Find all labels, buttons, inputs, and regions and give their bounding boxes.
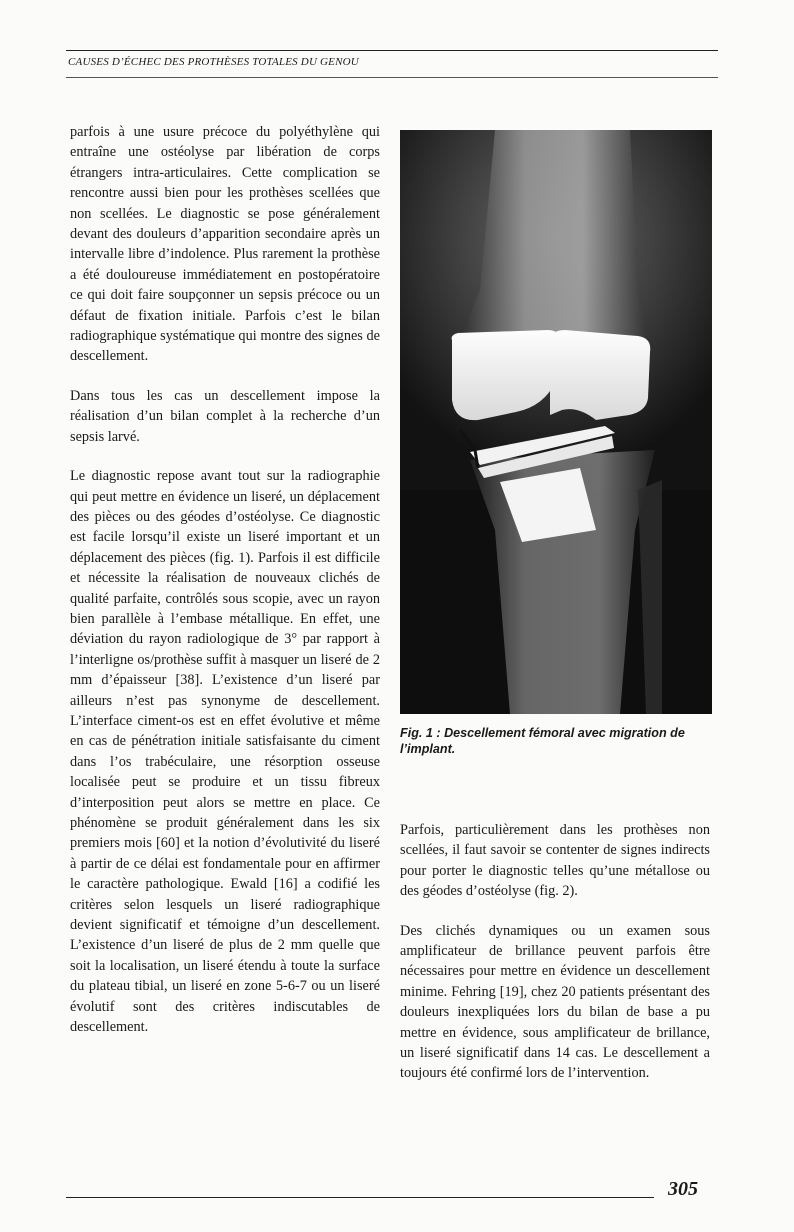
knee-xray-image — [400, 130, 712, 714]
body-paragraph: parfois à une usure précoce du polyéthylène qui entraîne une ostéolyse par libération de corps étrangers intra-articulaires. Cette complication se rencontre aussi bien pour les prothèses scellées que non scellées. Le diagnostic se pose généralement devant des douleurs d’apparition secondaire après un intervalle libre d’indolence. Plus rarement la prothèse a été douloureuse immédiatement en postopératoire ce qui doit faire soupçonner un sepsis précoce ou un défaut de fixation initiale. Parfois c’est le bilan radiographique systématique qui montre des signes de descellement. — [70, 124, 380, 365]
page-number: 305 — [668, 1178, 698, 1200]
running-header — [66, 50, 718, 78]
body-paragraph: Des clichés dynamiques ou un examen sous amplificateur de brillance peuvent parfois être nécessaires pour mettre en évidence un descellement minime. Fehring [19], chez 20 patients présentant des douleurs inexpliquées lors du bilan de base a pu mettre en évidence, sous amplificateur de brillance, un liseré significatif dans 14 cas. Le descellement a toujours été confirmé lors de l’intervention. — [400, 922, 710, 1082]
body-paragraph: Dans tous les cas un descellement impose la réalisation d’un bilan complet à la recherche d’un sepsis larvé. — [70, 387, 380, 445]
footer-rule — [66, 1197, 654, 1198]
body-paragraph: Le diagnostic repose avant tout sur la radiographie qui peut mettre en évidence un liseré, un déplacement des pièces ou des géodes d’ostéolyse. Ce diagnostic est facile lorsqu’il existe un liseré important et un déplacement des pièces (fig. 1). Parfois il est difficile et nécessite la réalisation de nouveaux clichés de qualité parfaite, contrôlés sous scopie, avec un rayon bien parallèle à l’embase métallique. En effet, une déviation du rayon radiologique de 3° par rapport à l’interligne os/prothèse suffit à masquer un liseré de 2 mm d’épaisseur [38]. L’existence d’un liseré par ailleurs n’est pas synonyme de descellement. L’interface ciment-os est en effet évolutive et même en cas de pénétration initiale satisfaisante du ciment dans l’os trabéculaire, une résorption osseuse localisée peut se produire et un tissu fibreux d’interposition peut alors se mettre en place. Ce phénomène se produit généralement dans les six premiers mois [60] et la notion d’évolutivité du liseré à partir de ce délai est fondamentale pour en affirmer le caractère pathologique. Ewald [16] a codifié les critères selon lesquels un liseré radiographique devient significatif et témoigne d’un descellement. L’existence d’un liseré de plus de 2 mm quelle que soit la localisation, un liseré étendu à toute la surface du plateau tibial, un liseré en zone 5-6-7 ou un liseré évolutif sont des critères indiscutables de descellement. — [70, 468, 380, 1036]
running-title: CAUSES D’ÉCHEC DES PROTHÈSES TOTALES DU GENOU — [68, 56, 359, 68]
left-column — [70, 122, 380, 1056]
right-column — [400, 820, 710, 1103]
body-paragraph: Parfois, particulièrement dans les prothèses non scellées, il faut savoir se contenter de signes indirects pour porter le diagnostic telles qu’une métallose ou des géodes d’ostéolyse (fig. 2). — [400, 822, 710, 900]
figure-caption: Fig. 1 : Descellement fémoral avec migration de l’implant. — [400, 726, 685, 756]
figure-1 — [400, 130, 712, 757]
